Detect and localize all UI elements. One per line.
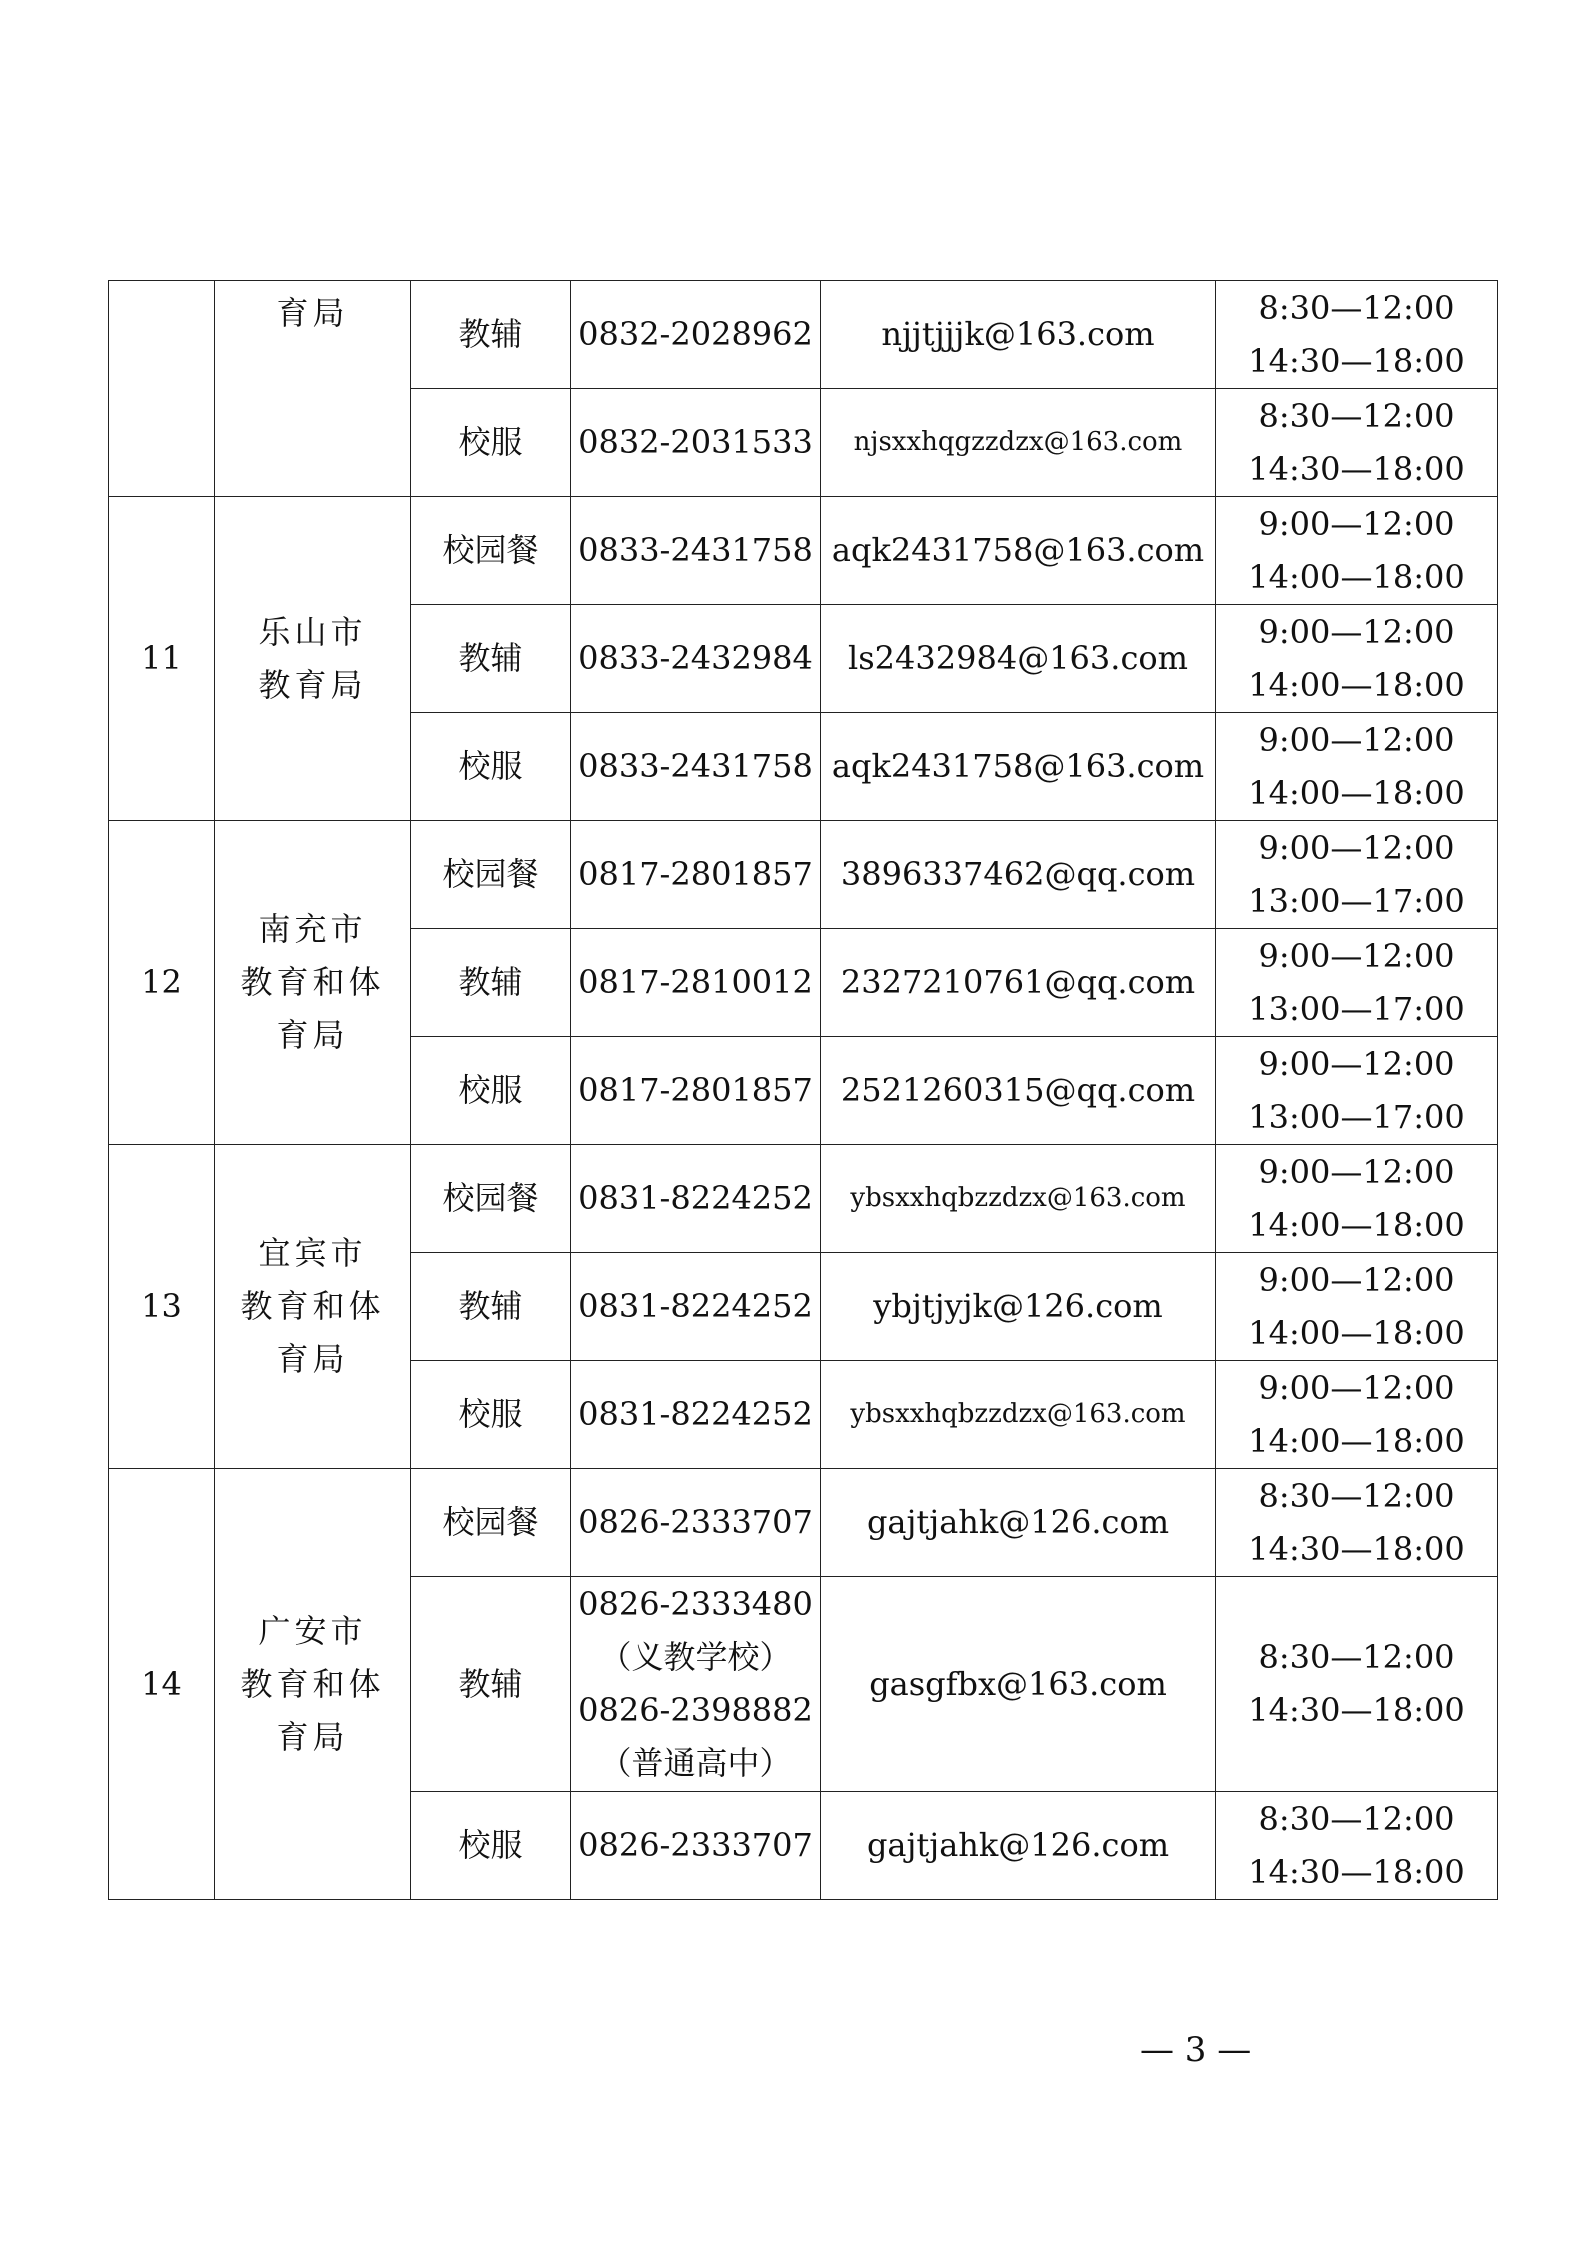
agency-name: 育局 — [215, 281, 411, 497]
phone-cell: 0817-2801857 — [571, 821, 821, 929]
row-number: 12 — [109, 821, 215, 1145]
table-row — [109, 821, 1498, 929]
category-cell: 校服 — [411, 1792, 571, 1900]
phone-cell: 0826-2333707 — [571, 1792, 821, 1900]
contact-table — [108, 280, 1498, 1900]
category-cell: 教辅 — [411, 605, 571, 713]
phone-cell: 0826-2333480 （义教学校） 0826-2398882 （普通高中） — [571, 1577, 821, 1792]
hours-cell: 9:00—12:00 14:00—18:00 — [1216, 1145, 1498, 1253]
email-cell: gajtjahk@126.com — [821, 1469, 1216, 1577]
category-cell: 校园餐 — [411, 1145, 571, 1253]
email-cell: ls2432984@163.com — [821, 605, 1216, 713]
row-number: 11 — [109, 497, 215, 821]
phone-cell: 0833-2432984 — [571, 605, 821, 713]
agency-name: 宜宾市 教育和体 育局 — [215, 1145, 411, 1469]
email-cell: njsxxhqgzzdzx@163.com — [821, 389, 1216, 497]
phone-cell: 0833-2431758 — [571, 713, 821, 821]
hours-cell: 8:30—12:00 14:30—18:00 — [1216, 281, 1498, 389]
page-number: — 3 — — [1140, 2030, 1252, 2070]
email-cell: ybsxxhqbzzdzx@163.com — [821, 1145, 1216, 1253]
email-cell: aqk2431758@163.com — [821, 497, 1216, 605]
hours-cell: 8:30—12:00 14:30—18:00 — [1216, 389, 1498, 497]
table-row — [109, 497, 1498, 605]
hours-cell: 9:00—12:00 13:00—17:00 — [1216, 929, 1498, 1037]
hours-cell: 9:00—12:00 14:00—18:00 — [1216, 1253, 1498, 1361]
category-cell: 教辅 — [411, 929, 571, 1037]
phone-cell: 0833-2431758 — [571, 497, 821, 605]
category-cell: 校服 — [411, 713, 571, 821]
category-cell: 校园餐 — [411, 1469, 571, 1577]
phone-cell: 0826-2333707 — [571, 1469, 821, 1577]
hours-cell: 9:00—12:00 14:00—18:00 — [1216, 1361, 1498, 1469]
hours-cell: 9:00—12:00 13:00—17:00 — [1216, 821, 1498, 929]
phone-cell: 0832-2031533 — [571, 389, 821, 497]
row-number: 13 — [109, 1145, 215, 1469]
category-cell: 教辅 — [411, 1253, 571, 1361]
email-cell: gajtjahk@126.com — [821, 1792, 1216, 1900]
category-cell: 校服 — [411, 1361, 571, 1469]
table-row — [109, 1469, 1498, 1577]
agency-name: 乐山市 教育局 — [215, 497, 411, 821]
phone-cell: 0831-8224252 — [571, 1253, 821, 1361]
hours-cell: 8:30—12:00 14:30—18:00 — [1216, 1577, 1498, 1792]
email-cell: ybjtjyjk@126.com — [821, 1253, 1216, 1361]
row-number: 14 — [109, 1469, 215, 1900]
agency-name: 广安市 教育和体 育局 — [215, 1469, 411, 1900]
hours-cell: 9:00—12:00 14:00—18:00 — [1216, 605, 1498, 713]
category-cell: 校服 — [411, 389, 571, 497]
email-cell: gasgfbx@163.com — [821, 1577, 1216, 1792]
category-cell: 校园餐 — [411, 497, 571, 605]
phone-cell: 0831-8224252 — [571, 1145, 821, 1253]
phone-cell: 0817-2810012 — [571, 929, 821, 1037]
email-cell: 2327210761@qq.com — [821, 929, 1216, 1037]
email-cell: 3896337462@qq.com — [821, 821, 1216, 929]
phone-cell: 0832-2028962 — [571, 281, 821, 389]
table-row — [109, 1145, 1498, 1253]
email-cell: aqk2431758@163.com — [821, 713, 1216, 821]
category-cell: 教辅 — [411, 281, 571, 389]
agency-name: 南充市 教育和体 育局 — [215, 821, 411, 1145]
email-cell: ybsxxhqbzzdzx@163.com — [821, 1361, 1216, 1469]
email-cell: njjtjjjk@163.com — [821, 281, 1216, 389]
category-cell: 校园餐 — [411, 821, 571, 929]
hours-cell: 8:30—12:00 14:30—18:00 — [1216, 1792, 1498, 1900]
row-number — [109, 281, 215, 497]
hours-cell: 9:00—12:00 13:00—17:00 — [1216, 1037, 1498, 1145]
category-cell: 教辅 — [411, 1577, 571, 1792]
category-cell: 校服 — [411, 1037, 571, 1145]
hours-cell: 9:00—12:00 14:00—18:00 — [1216, 497, 1498, 605]
email-cell: 2521260315@qq.com — [821, 1037, 1216, 1145]
table-row — [109, 281, 1498, 389]
phone-cell: 0831-8224252 — [571, 1361, 821, 1469]
hours-cell: 9:00—12:00 14:00—18:00 — [1216, 713, 1498, 821]
phone-cell: 0817-2801857 — [571, 1037, 821, 1145]
hours-cell: 8:30—12:00 14:30—18:00 — [1216, 1469, 1498, 1577]
